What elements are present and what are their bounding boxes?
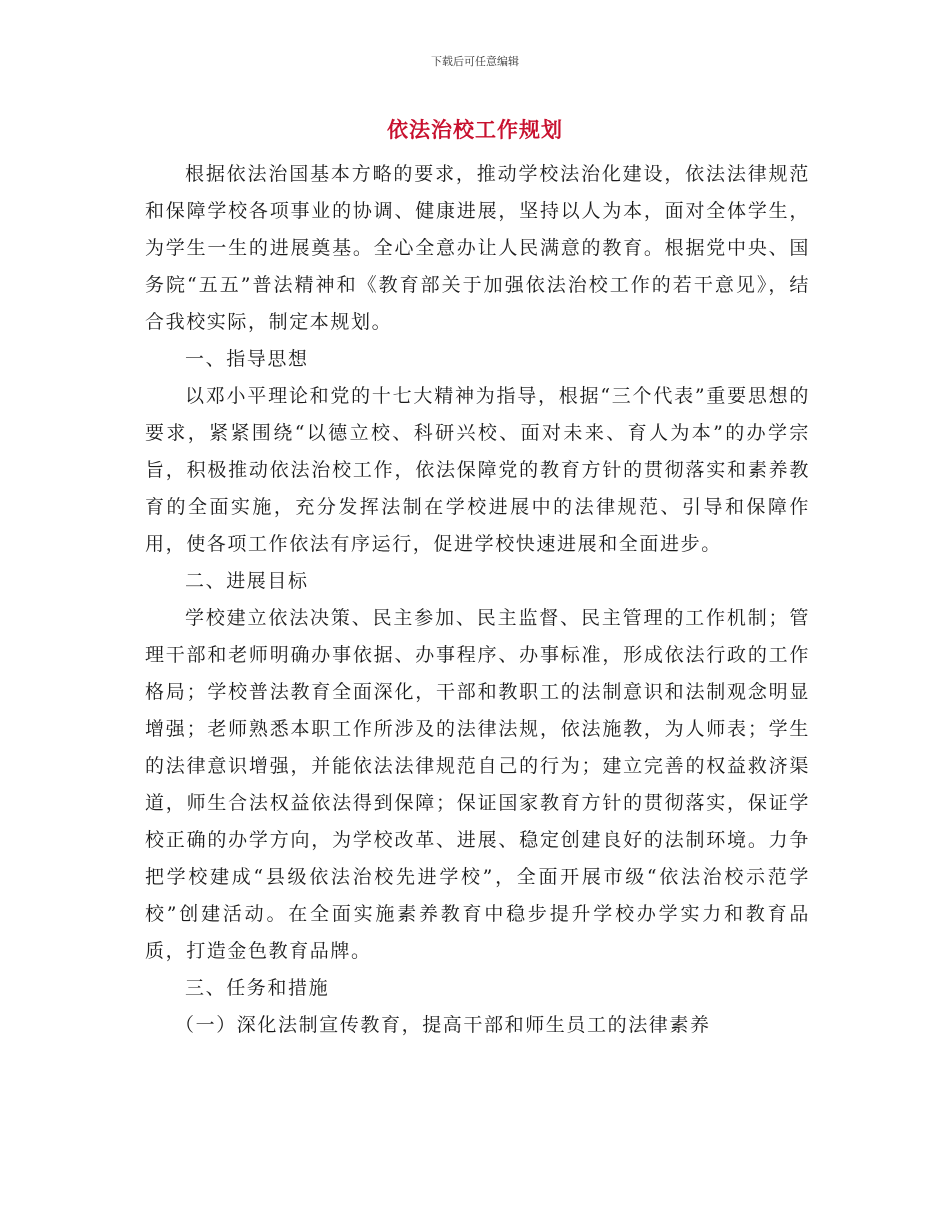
- header-note: 下载后可任意编辑: [431, 55, 519, 68]
- document-title: 依法治校工作规划: [387, 118, 563, 142]
- subsection-heading-legal-education: （一）深化法制宣传教育，提高干部和师生员工的法律素养: [175, 1014, 711, 1036]
- goals-paragraph: 学校建立依法决策、民主参加、民主监督、民主管理的工作机制；管理干部和老师明确办事依据、办事程序、办事标准，形成依法行政的工作格局；学校普法教育全面深化，干部和教职工的法制意识和法制观念明显增强；老师熟悉本职工作所涉及的法律法规，依法施教，为人师表；学生的法律意识增强，并能依法法律规范自己的行为；建立完善的权益救济渠道，师生合法权益依法得到保障；保证国家教育方针的贯彻落实，保证学校正确的办学方向，为学校改革、进展、稳定创建良好的法制环境。力争把学校建成“县级依法治校先进学校”，全面开展市级“依法治校示范学校”创建活动。在全面实施素养教育中稳步提升学校办学实力和教育品质，打造金色教育品牌。: [145, 607, 810, 962]
- guiding-ideology-paragraph: 以邓小平理论和党的十七大精神为指导，根据“三个代表”重要思想的要求，紧紧围绕“以德立校、科研兴校、面对未来、育人为本”的办学宗旨，积极推动依法治校工作，依法保障党的教育方针的贯彻落实和素养教育的全面实施，充分发挥法制在学校进展中的法律规范、引导和保障作用，使各项工作依法有序运行，促进学校快速进展和全面进步。: [145, 385, 810, 555]
- document-body: [145, 156, 810, 1044]
- intro-paragraph: 根据依法治国基本方略的要求，推动学校法治化建设，依法法律规范和保障学校各项事业的协调、健康进展，坚持以人为本，面对全体学生，为学生一生的进展奠基。全心全意办让人民满意的教育。根据党中央、国务院“五五”普法精神和《教育部关于加强依法治校工作的若干意见》，结合我校实际，制定本规划。: [145, 163, 810, 333]
- section-heading-guiding-ideology: 一、指导思想: [185, 348, 309, 370]
- section-heading-goals: 二、进展目标: [185, 570, 309, 592]
- section-heading-tasks: 三、任务和措施: [185, 977, 330, 999]
